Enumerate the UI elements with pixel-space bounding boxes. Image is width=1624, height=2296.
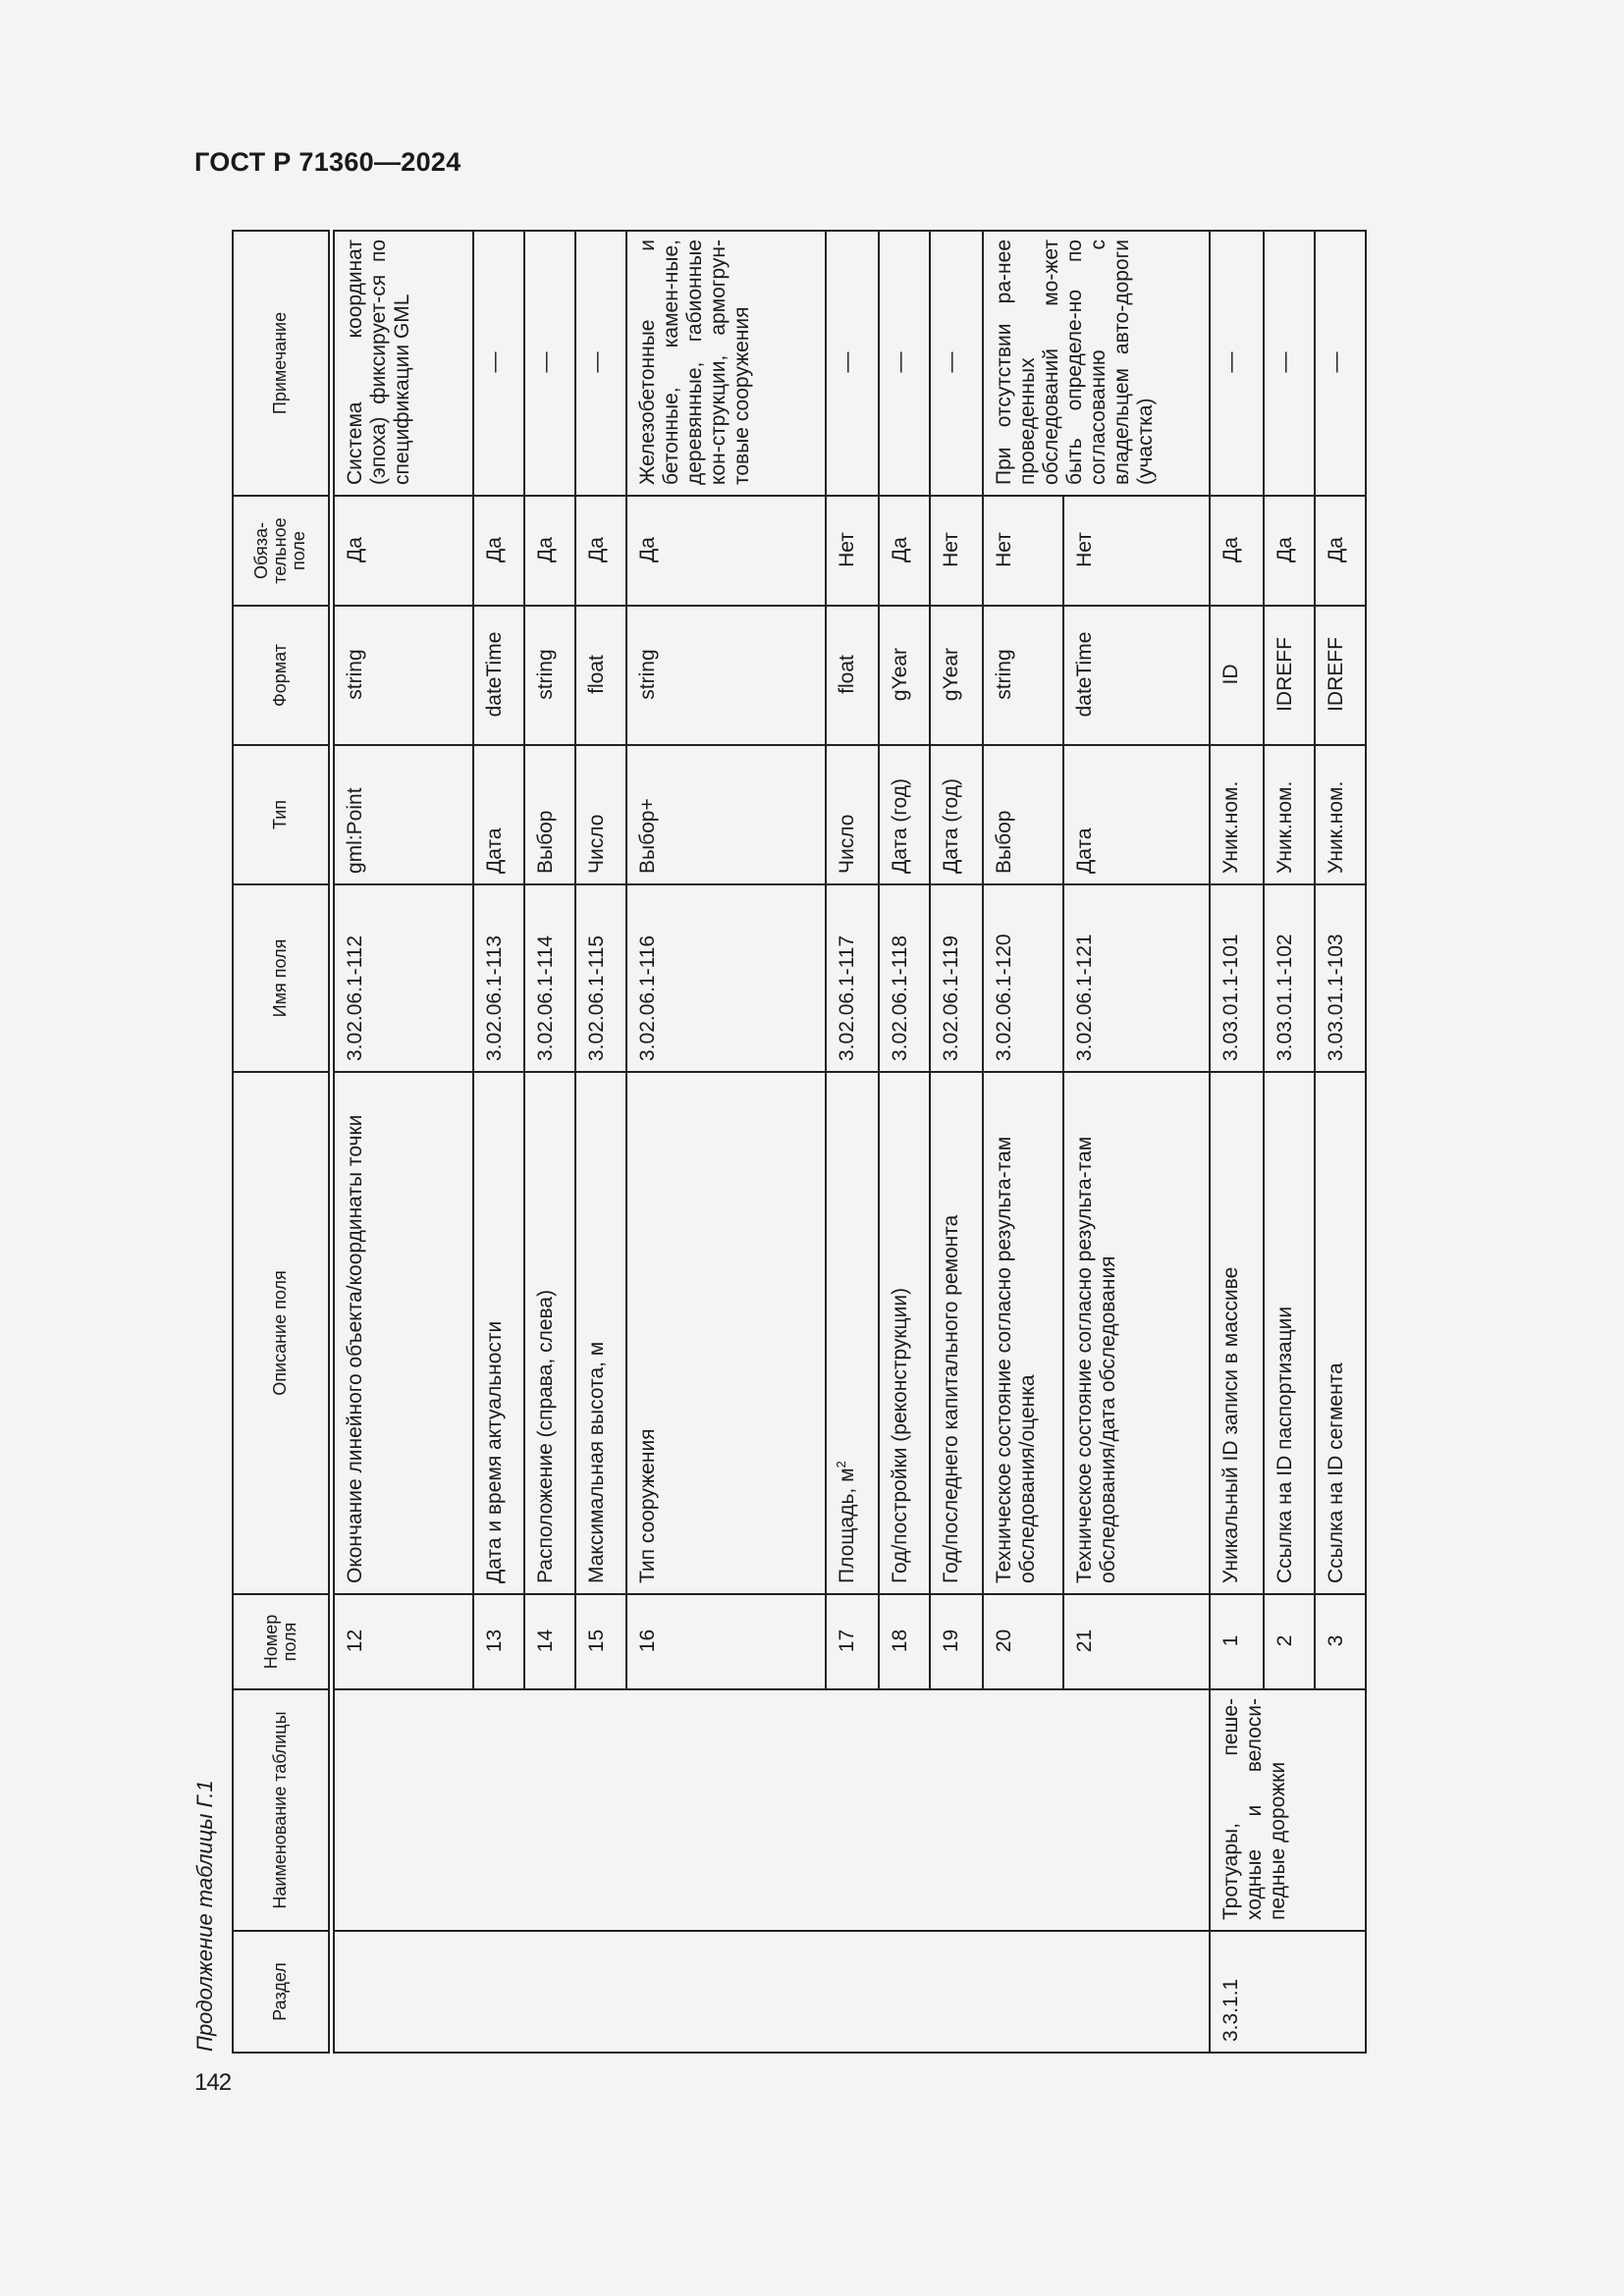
field-name-cell: 3.02.06.1-116 <box>626 884 826 1072</box>
required-cell: Да <box>1315 496 1366 606</box>
field-description-cell: Окончание линейного объекта/координаты точки <box>331 1072 473 1594</box>
type-cell: Число <box>826 745 879 884</box>
type-cell: Выбор <box>524 745 575 884</box>
field-description-cell: Техническое состояние согласно результа-там обследования/оценка <box>983 1072 1063 1594</box>
type-cell: gml:Point <box>331 745 473 884</box>
format-cell: string <box>331 606 473 745</box>
field-name-cell: 3.02.06.1-119 <box>930 884 983 1072</box>
field-number-cell: 1 <box>1210 1594 1264 1689</box>
field-name-cell: 3.02.06.1-118 <box>879 884 930 1072</box>
field-description-cell: Техническое состояние согласно результа-там обследования/дата обследования <box>1063 1072 1210 1594</box>
field-description-cell: Ссылка на ID паспортизации <box>1264 1072 1315 1594</box>
note-cell: — <box>473 231 524 496</box>
header-type: Тип <box>233 745 331 884</box>
field-name-cell: 3.03.01.1-101 <box>1210 884 1264 1072</box>
page-number: 142 <box>194 2069 232 2096</box>
required-cell: Да <box>879 496 930 606</box>
field-number-cell: 19 <box>930 1594 983 1689</box>
format-cell: IDREFF <box>1315 606 1366 745</box>
field-name-cell: 3.03.01.1-102 <box>1264 884 1315 1072</box>
format-cell: IDREFF <box>1264 606 1315 745</box>
type-cell: Уник.ном. <box>1264 745 1315 884</box>
field-number-cell: 13 <box>473 1594 524 1689</box>
field-description-cell <box>826 1072 879 1594</box>
table-row <box>1210 231 1264 2053</box>
required-cell: Да <box>626 496 826 606</box>
required-cell: Нет <box>930 496 983 606</box>
note-cell: — <box>524 231 575 496</box>
field-name-cell: 3.02.06.1-115 <box>575 884 626 1072</box>
header-format: Формат <box>233 606 331 745</box>
field-name-cell: 3.02.06.1-121 <box>1063 884 1210 1072</box>
field-description-cell: Максимальная высота, м <box>575 1072 626 1594</box>
format-cell: string <box>983 606 1063 745</box>
field-number-cell: 18 <box>879 1594 930 1689</box>
header-required: Обяза-тельное поле <box>233 496 331 606</box>
field-number-cell: 15 <box>575 1594 626 1689</box>
table-header-row <box>233 231 331 2053</box>
table-name-cell <box>331 1689 1210 1931</box>
field-number-cell: 16 <box>626 1594 826 1689</box>
required-cell: Нет <box>1063 496 1210 606</box>
superscript: 2 <box>834 1461 848 1468</box>
field-name-cell: 3.02.06.1-112 <box>331 884 473 1072</box>
format-cell: float <box>826 606 879 745</box>
type-cell: Дата (год) <box>930 745 983 884</box>
field-description-cell: Уникальный ID записи в массиве <box>1210 1072 1264 1594</box>
format-cell: gYear <box>930 606 983 745</box>
header-section: Раздел <box>233 1931 331 2053</box>
type-cell: Число <box>575 745 626 884</box>
field-name-cell: 3.03.01.1-103 <box>1315 884 1366 1072</box>
field-name-cell: 3.02.06.1-120 <box>983 884 1063 1072</box>
field-number-cell: 2 <box>1264 1594 1315 1689</box>
format-cell: dateTime <box>1063 606 1210 745</box>
table-name-cell: Тротуары, пеше-ходные и велоси-педные дорожки <box>1210 1689 1366 1931</box>
required-cell: Нет <box>826 496 879 606</box>
type-cell: Дата <box>473 745 524 884</box>
field-number-cell: 20 <box>983 1594 1063 1689</box>
description-text: Площадь, м <box>836 1468 858 1583</box>
field-description-cell: Тип сооружения <box>626 1072 826 1594</box>
header-table-name: Наименование таблицы <box>233 1689 331 1931</box>
field-number-cell: 3 <box>1315 1594 1366 1689</box>
table-caption: Продолжение таблицы Г.1 <box>192 1780 217 2052</box>
field-description-cell: Год/постройки (реконструкции) <box>879 1072 930 1594</box>
required-cell: Да <box>1264 496 1315 606</box>
required-cell: Да <box>575 496 626 606</box>
field-number-cell: 17 <box>826 1594 879 1689</box>
required-cell: Да <box>331 496 473 606</box>
format-cell: float <box>575 606 626 745</box>
note-cell: — <box>826 231 879 496</box>
field-name-cell: 3.02.06.1-114 <box>524 884 575 1072</box>
field-number-cell: 12 <box>331 1594 473 1689</box>
document-title: ГОСТ Р 71360—2024 <box>194 147 461 177</box>
header-field-name: Имя поля <box>233 884 331 1072</box>
field-name-cell: 3.02.06.1-117 <box>826 884 879 1072</box>
field-description-cell: Ссылка на ID сегмента <box>1315 1072 1366 1594</box>
format-cell: dateTime <box>473 606 524 745</box>
type-cell: Дата <box>1063 745 1210 884</box>
type-cell: Выбор+ <box>626 745 826 884</box>
note-cell: — <box>1264 231 1315 496</box>
format-cell: ID <box>1210 606 1264 745</box>
required-cell: Да <box>1210 496 1264 606</box>
type-cell: Уник.ном. <box>1210 745 1264 884</box>
note-cell: — <box>879 231 930 496</box>
header-field-description: Описание поля <box>233 1072 331 1594</box>
field-name-cell: 3.02.06.1-113 <box>473 884 524 1072</box>
table-row <box>331 231 473 2053</box>
required-cell: Нет <box>983 496 1063 606</box>
field-description-cell: Расположение (справа, слева) <box>524 1072 575 1594</box>
header-note: Примечание <box>233 231 331 496</box>
header-field-number: Номер поля <box>233 1594 331 1689</box>
field-description-cell: Год/последнего капитального ремонта <box>930 1072 983 1594</box>
format-cell: gYear <box>879 606 930 745</box>
note-cell: Система координат (эпоха) фиксирует-ся по спецификации GML <box>331 231 473 496</box>
note-cell: — <box>575 231 626 496</box>
note-cell: Железобетонные и бетонные, камен-ные, деревянные, габионные кон-струкции, армогрун-товые сооружения <box>626 231 826 496</box>
format-cell: string <box>626 606 826 745</box>
note-cell: — <box>1315 231 1366 496</box>
required-cell: Да <box>473 496 524 606</box>
section-cell: 3.3.1.1 <box>1210 1931 1366 2053</box>
format-cell: string <box>524 606 575 745</box>
field-number-cell: 21 <box>1063 1594 1210 1689</box>
type-cell: Выбор <box>983 745 1063 884</box>
rotated-table-container <box>232 232 1365 2054</box>
field-description-cell: Дата и время актуальности <box>473 1072 524 1594</box>
required-cell: Да <box>524 496 575 606</box>
section-cell <box>331 1931 1210 2053</box>
fields-table <box>232 230 1367 2054</box>
type-cell: Дата (год) <box>879 745 930 884</box>
note-cell: При отсутствии ра-нее проведенных обследований мо-жет быть определе-но по согласованию с владельцем авто-дороги (участка) <box>983 231 1210 496</box>
note-cell: — <box>1210 231 1264 496</box>
type-cell: Уник.ном. <box>1315 745 1366 884</box>
field-number-cell: 14 <box>524 1594 575 1689</box>
note-cell: — <box>930 231 983 496</box>
